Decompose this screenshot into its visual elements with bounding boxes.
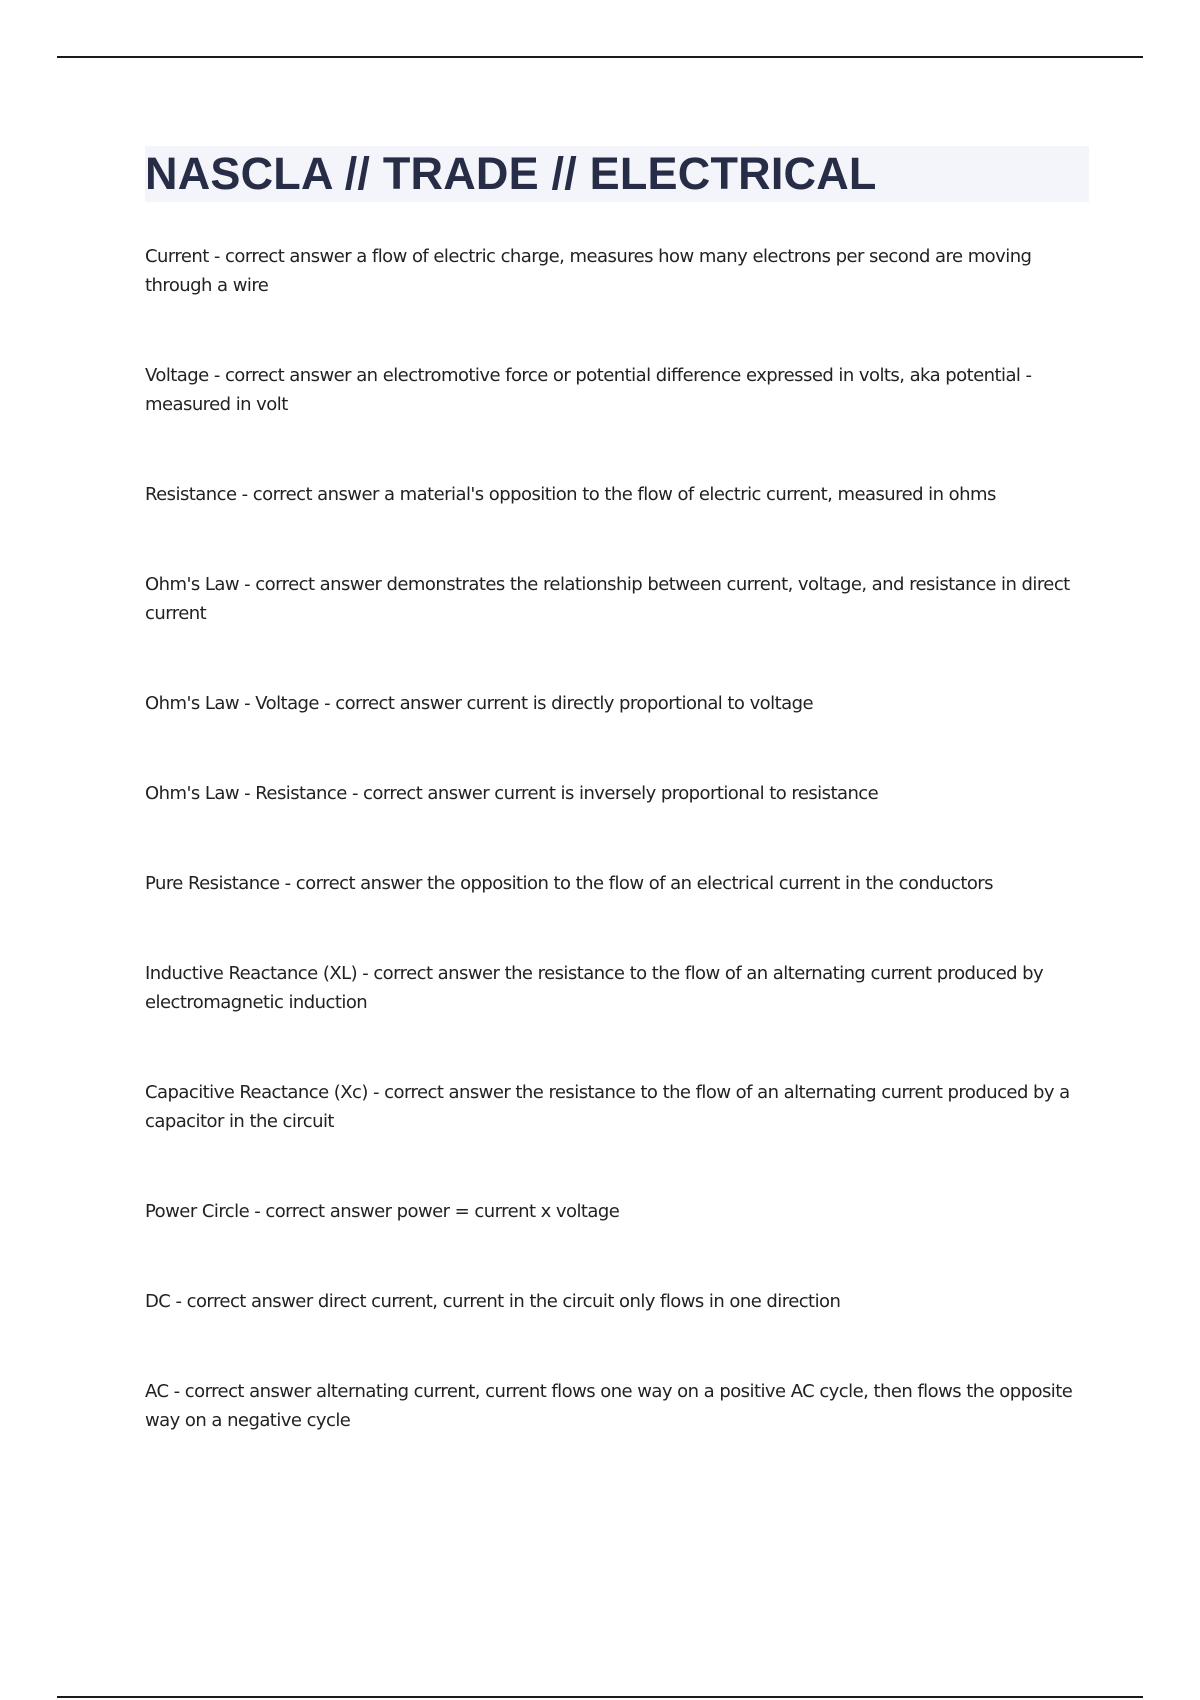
- term-entry-ac: AC - correct answer alternating current, current flows one way on a positive AC cycle, then flows the opposite way on a negative cycle: [145, 1381, 1073, 1431]
- term-entry-ohms-law-voltage: Ohm's Law - Voltage - correct answer current is directly proportional to voltage: [145, 693, 813, 714]
- document-body: [145, 146, 1089, 1496]
- term-entry-power-circle: Power Circle - correct answer power = current x voltage: [145, 1201, 620, 1222]
- term-entry-pure-resistance: Pure Resistance - correct answer the opposition to the flow of an electrical current in the conductors: [145, 873, 993, 894]
- term-entry-ohms-law-resistance: Ohm's Law - Resistance - correct answer current is inversely proportional to resistance: [145, 783, 879, 804]
- term-list: [145, 242, 1089, 1435]
- term-entry-voltage: Voltage - correct answer an electromotive force or potential difference expressed in volts, aka potential - measured in volt: [145, 365, 1032, 415]
- term-entry-ohms-law: Ohm's Law - correct answer demonstrates the relationship between current, voltage, and resistance in direct current: [145, 574, 1070, 624]
- term-entry-inductive-reactance: Inductive Reactance (XL) - correct answer the resistance to the flow of an alternating current produced by electromagnetic induction: [145, 963, 1044, 1013]
- top-divider: [57, 56, 1143, 58]
- document-title: NASCLA // TRADE // ELECTRICAL: [145, 146, 1089, 202]
- bottom-divider: [57, 1696, 1143, 1698]
- term-entry-resistance: Resistance - correct answer a material's opposition to the flow of electric current, measured in ohms: [145, 484, 996, 505]
- term-entry-dc: DC - correct answer direct current, current in the circuit only flows in one direction: [145, 1291, 841, 1312]
- term-entry-capacitive-reactance: Capacitive Reactance (Xc) - correct answer the resistance to the flow of an alternating current produced by a capacitor in the circuit: [145, 1082, 1070, 1132]
- term-entry-current: Current - correct answer a flow of electric charge, measures how many electrons per second are moving through a wire: [145, 246, 1032, 296]
